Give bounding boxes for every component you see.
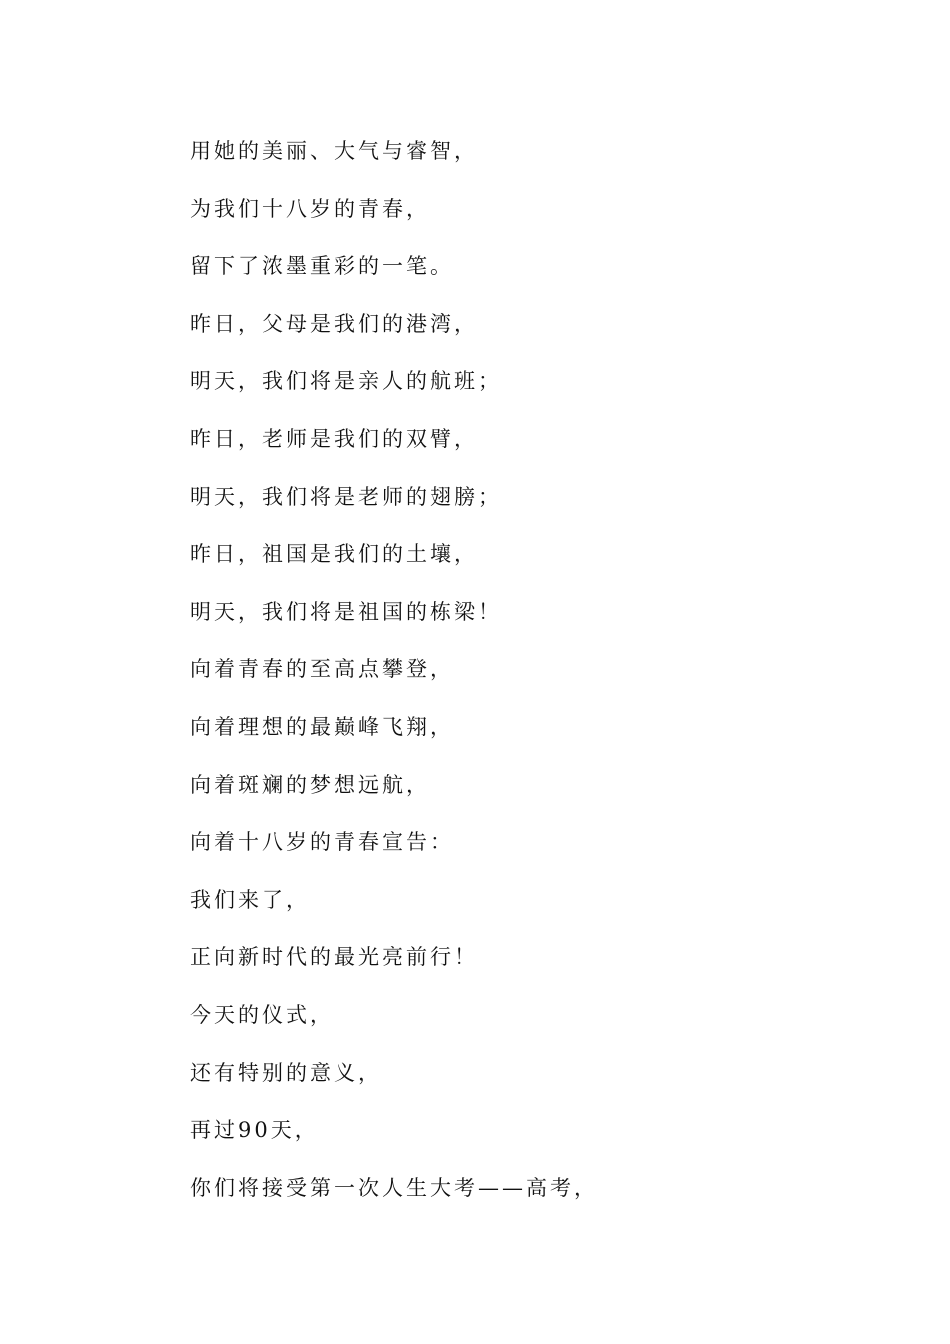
text-line: 向着十八岁的青春宣告：: [190, 830, 454, 855]
text-line: 昨日，父母是我们的港湾，: [190, 311, 478, 336]
text-line: 明天，我们将是老师的翅膀；: [190, 484, 502, 509]
text-body: [190, 130, 890, 1224]
text-line: 留下了浓墨重彩的一笔。: [190, 254, 454, 279]
text-line: 向着斑斓的梦想远航，: [190, 772, 430, 797]
text-line: 还有特别的意义，: [190, 1060, 382, 1085]
text-line: 明天，我们将是亲人的航班；: [190, 369, 502, 394]
text-line: 再过90天，: [190, 1118, 319, 1143]
text-line: 向着青春的至高点攀登，: [190, 657, 454, 682]
text-line: 向着理想的最巅峰飞翔，: [190, 714, 454, 739]
text-line: 我们来了，: [190, 887, 310, 912]
text-line: 昨日，祖国是我们的土壤，: [190, 542, 478, 567]
text-line: 明天，我们将是祖国的栋梁！: [190, 599, 502, 624]
text-line: 你们将接受第一次人生大考——高考，: [190, 1175, 598, 1200]
text-line: 昨日，老师是我们的双臂，: [190, 426, 478, 451]
text-line: 正向新时代的最光亮前行！: [190, 945, 478, 970]
text-line: 为我们十八岁的青春，: [190, 196, 430, 221]
text-line: 用她的美丽、大气与睿智，: [190, 139, 478, 163]
text-line: 今天的仪式，: [190, 1002, 334, 1027]
